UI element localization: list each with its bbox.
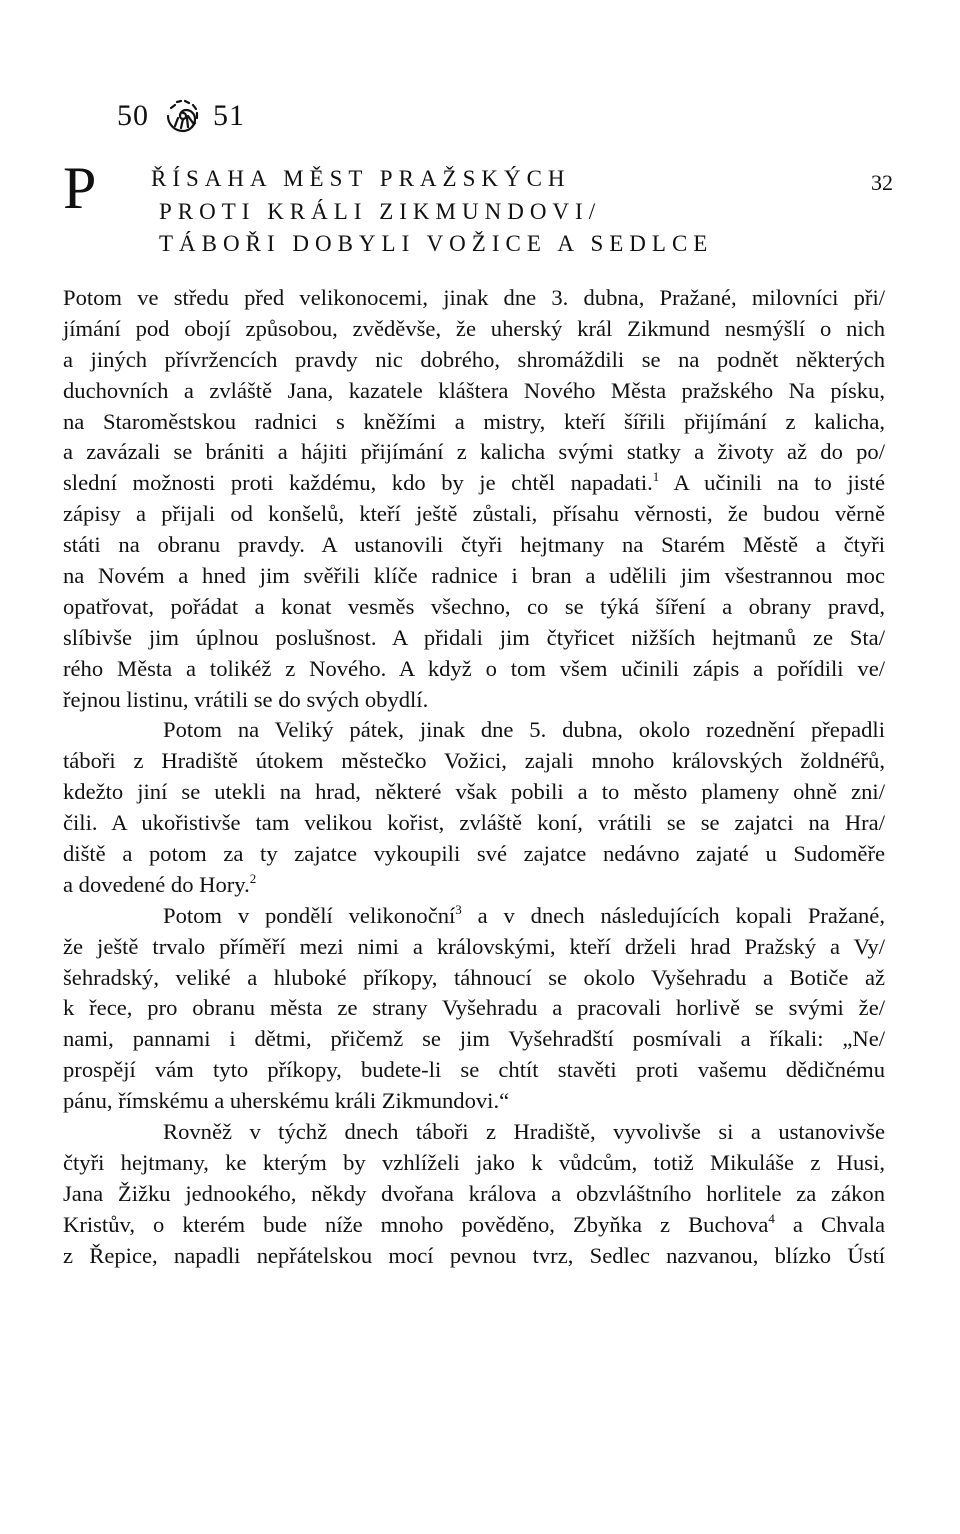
line-text: opatřovat, pořádat a konat vesměs všechno, co se týká šíření a obrany pravd, <box>63 593 885 619</box>
line-text: na Staroměstskou radnici s kněžími a mistry, kteří šířili přijímání z kalicha, <box>63 408 885 434</box>
text-line <box>63 283 885 314</box>
spiral-ornament-icon <box>163 96 203 136</box>
text-line <box>63 437 885 468</box>
footnote-mark: 4 <box>768 1210 775 1226</box>
text-line <box>63 499 885 530</box>
text-line <box>63 1055 885 1086</box>
line-text: pánu, římskému a uherskému králi Zikmundovi.“ <box>63 1088 510 1114</box>
text-line <box>63 407 885 438</box>
line-text: z Řepice, napadli nepřátelskou mocí pevnou tvrz, Sedlec nazvanou, blízko Ústí <box>63 1242 885 1268</box>
line-text: a v dnech následujících kopali Pražané, <box>461 902 885 928</box>
line-text: šehradský, veliké a hluboké příkopy, táhnoucí se okolo Vyšehradu a Botiče až <box>63 964 885 990</box>
text-line <box>63 839 885 870</box>
text-line <box>63 715 885 746</box>
text-line <box>63 1148 885 1179</box>
folio-header <box>117 94 245 138</box>
text-line <box>63 1179 885 1210</box>
text-line <box>63 376 885 407</box>
line-text: a Chvala <box>774 1211 885 1237</box>
heading-line: PROTI KRÁLI ZIKMUNDOVI/ <box>159 199 602 224</box>
footnote-mark: 2 <box>249 870 257 886</box>
line-text: že ještě trvalo příměří mezi nimi a královskými, kteří drželi hrad Pražský a Vy/ <box>63 933 885 959</box>
line-text: Jana Žižku jednookého, někdy dvořana králova a obzvláštního horlitele za zákon <box>63 1180 885 1206</box>
chapter-heading <box>63 155 903 262</box>
line-text: slední možnosti proti každému, kdo by je chtěl napadati. <box>63 470 653 496</box>
line-text: zápisy a přijali od konšelů, kteří ještě zůstali, přísahu věrnosti, že budou věrně <box>63 501 885 527</box>
folio-left: 50 <box>117 99 149 132</box>
heading-line: TÁBOŘI DOBYLI VOŽICE A SEDLCE <box>159 231 714 256</box>
heading-line: ŘÍSAHA MĚST PRAŽSKÝCH <box>151 166 571 191</box>
text-line <box>63 901 885 932</box>
line-text: prospějí vám tyto příkopy, budete-li se chtít stavěti proti vašemu dědičnému <box>63 1057 885 1083</box>
line-text: Potom na Veliký pátek, jinak dne 5. dubna, okolo rozednění přepadli <box>163 717 885 743</box>
line-text: čili. A ukořistivše tam velikou kořist, zvláště koní, vrátili se se zajatci na Hra/ <box>63 810 885 836</box>
line-text: a jiných přívržencích pravdy nic dobrého, shromáždili se na podnět některých <box>63 346 885 372</box>
line-text: duchovních a zvláště Jana, kazatele kláštera Nového Města pražského Na písku, <box>63 377 885 403</box>
text-line <box>63 1241 885 1272</box>
line-text: Potom ve středu před velikonocemi, jinak dne 3. dubna, Pražané, milovníci při/ <box>63 285 885 310</box>
line-text: státi na obranu pravdy. A ustanovili čtyři hejtmany na Starém Městě a čtyři <box>63 532 885 558</box>
footnote-mark: 1 <box>652 469 660 485</box>
footnote-mark: 3 <box>455 901 462 917</box>
line-text: Potom v pondělí velikonoční <box>163 902 456 928</box>
text-line <box>63 685 885 716</box>
line-text: a dovedené do Hory. <box>63 871 250 897</box>
text-line <box>63 1210 885 1241</box>
line-text: řejnou listinu, vrátili se do svých obydlí. <box>63 686 429 712</box>
line-text: jímání pod obojí způsobou, zvěděvše, že uherský král Zikmund nesmýšlí o nich <box>63 315 885 341</box>
text-line <box>63 561 885 592</box>
line-text: slíbivše jim úplnou poslušnost. A přidali jim čtyřicet nižších hejtmanů ze Sta/ <box>63 624 885 650</box>
text-line <box>63 1024 885 1055</box>
line-text: na Novém a hned jim svěřili klíče radnice i bran a udělili jim všestrannou moc <box>63 563 885 589</box>
text-line <box>63 808 885 839</box>
text-line <box>63 932 885 963</box>
text-line <box>63 777 885 808</box>
text-line <box>63 870 885 901</box>
text-line <box>63 654 885 685</box>
text-line <box>63 993 885 1024</box>
line-text: a zavázali se brániti a hájiti přijímání z kalicha svými statky a životy až do po/ <box>63 439 885 465</box>
text-line <box>63 623 885 654</box>
line-text: Kristův, o kterém bude níže mnoho pověděno, Zbyňka z Buchova <box>63 1211 769 1237</box>
text-line <box>63 1117 885 1148</box>
line-text: kdežto jiní se utekli na hrad, některé však pobili a to město plameny ohně zni/ <box>63 779 885 805</box>
line-text: rého Města a tolikéž z Nového. A když o tom všem učinili zápis a pořídili ve/ <box>63 655 885 681</box>
text-line <box>63 1086 885 1117</box>
text-line <box>63 746 885 777</box>
text-line <box>63 592 885 623</box>
text-line <box>63 963 885 994</box>
text-line <box>63 530 885 561</box>
text-line <box>63 468 885 499</box>
chapter-number: 32 <box>871 170 893 195</box>
line-text: A učinili na to jisté <box>659 470 885 496</box>
body-text <box>63 283 885 1272</box>
line-text: nami, pannami i dětmi, přičemž se jim Vyšehradští posmívali a říkali: „Ne/ <box>63 1026 885 1052</box>
line-text: táboři z Hradiště útokem městečko Vožici, zajali mnoho královských žoldnéřů, <box>63 748 885 774</box>
text-line <box>63 314 885 345</box>
folio-right: 51 <box>213 99 245 132</box>
drop-cap: P <box>63 155 97 221</box>
line-text: Rovněž v týchž dnech táboři z Hradiště, vyvolivše si a ustanovivše <box>163 1119 885 1145</box>
line-text: diště a potom za ty zajatce vykoupili své zajatce nedávno zajaté u Sudoměře <box>63 841 885 867</box>
text-line <box>63 345 885 376</box>
line-text: k řece, pro obranu města ze strany Vyšehradu a pracovali horlivě se svými že/ <box>63 995 885 1021</box>
line-text: čtyři hejtmany, ke kterým by vzhlíželi jako k vůdcům, totiž Mikuláše z Husi, <box>63 1149 885 1175</box>
